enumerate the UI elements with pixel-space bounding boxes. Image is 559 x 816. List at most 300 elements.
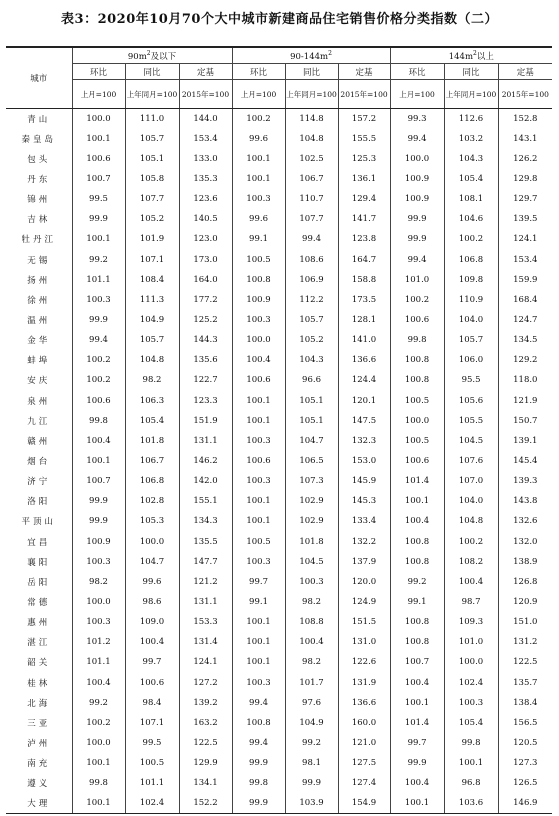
index-cell: 100.4 [390, 773, 444, 793]
index-cell: 126.2 [513, 153, 538, 164]
city-name: 吉林 [6, 209, 72, 229]
index-cell: 99.8 [444, 733, 498, 753]
index-cell: 126.8 [513, 576, 538, 587]
index-cell: 150.7 [513, 415, 538, 426]
index-cell: 110.9 [444, 290, 498, 310]
index-cell: 98.2 [125, 370, 179, 390]
index-cell: 127.5 [338, 753, 390, 773]
index-cell: 99.9 [232, 753, 285, 773]
city-name: 金华 [6, 330, 72, 350]
index-cell: 100.1 [72, 129, 125, 149]
index-cell: 98.2 [72, 572, 125, 592]
index-cell: 95.5 [444, 370, 498, 390]
index-cell: 111.0 [125, 109, 179, 129]
index-cell: 132.2 [338, 531, 390, 551]
table-row [6, 310, 552, 330]
index-cell: 131.4 [179, 632, 232, 652]
table-row [6, 572, 552, 592]
index-cell: 104.7 [125, 552, 179, 572]
index-cell: 100.9 [72, 531, 125, 551]
city-header: 城市 [6, 47, 72, 109]
city-name: 九江 [6, 411, 72, 431]
index-cell: 134.3 [179, 511, 232, 531]
index-cell: 99.9 [390, 753, 444, 773]
index-cell: 129.4 [338, 189, 390, 209]
index-cell: 100.6 [390, 310, 444, 330]
index-cell: 135.7 [513, 677, 538, 688]
index-cell: 112.2 [285, 290, 338, 310]
index-cell: 129.8 [513, 173, 538, 184]
index-cell: 106.7 [125, 451, 179, 471]
index-cell: 100.1 [232, 632, 285, 652]
index-cell: 135.5 [179, 531, 232, 551]
city-name: 常德 [6, 592, 72, 612]
index-cell: 139.3 [513, 476, 538, 487]
index-cell: 104.9 [125, 310, 179, 330]
index-cell: 104.5 [444, 431, 498, 451]
index-cell: 99.9 [390, 229, 444, 249]
index-cell: 123.8 [338, 229, 390, 249]
table-row [6, 552, 552, 572]
index-cell: 107.1 [125, 249, 179, 269]
index-cell: 123.0 [179, 229, 232, 249]
index-cell: 120.9 [513, 596, 538, 607]
index-cell: 100.7 [72, 471, 125, 491]
index-cell: 101.8 [285, 531, 338, 551]
index-cell: 142.0 [179, 471, 232, 491]
index-cell: 101.7 [285, 672, 338, 692]
index-cell: 120.5 [513, 737, 538, 748]
index-cell: 124.1 [513, 234, 538, 245]
index-cell: 160.0 [338, 713, 390, 733]
index-cell: 105.4 [444, 713, 498, 733]
table-row [6, 672, 552, 692]
index-cell: 134.5 [513, 335, 538, 346]
table-row [6, 693, 552, 713]
index-cell: 173.5 [338, 290, 390, 310]
base-yoy: 上年同月=100 [444, 80, 498, 109]
col-base: 定基 [338, 64, 390, 80]
city-name: 泉州 [6, 390, 72, 410]
index-cell: 104.0 [444, 310, 498, 330]
index-cell: 100.3 [232, 310, 285, 330]
index-cell: 100.8 [390, 370, 444, 390]
city-name: 烟台 [6, 451, 72, 471]
index-cell: 100.1 [72, 451, 125, 471]
index-cell: 100.6 [390, 451, 444, 471]
index-cell: 98.7 [444, 592, 498, 612]
index-cell: 144.3 [179, 330, 232, 350]
index-cell: 100.2 [72, 350, 125, 370]
index-cell: 100.4 [125, 632, 179, 652]
city-name: 温州 [6, 310, 72, 330]
table-row [6, 632, 552, 652]
index-cell: 102.5 [285, 149, 338, 169]
index-cell: 141.0 [338, 330, 390, 350]
index-cell: 100.1 [390, 491, 444, 511]
city-name: 襄阳 [6, 552, 72, 572]
index-cell: 100.7 [390, 652, 444, 672]
index-cell: 103.6 [444, 793, 498, 813]
index-cell: 100.6 [72, 390, 125, 410]
index-cell: 99.4 [390, 129, 444, 149]
city-name: 济宁 [6, 471, 72, 491]
col-mom: 环比 [390, 64, 444, 80]
table-row [6, 612, 552, 632]
index-cell: 104.8 [285, 129, 338, 149]
table-row [6, 249, 552, 269]
index-cell: 99.6 [232, 129, 285, 149]
index-cell: 100.1 [232, 491, 285, 511]
index-cell: 129.9 [179, 753, 232, 773]
index-cell: 99.1 [390, 592, 444, 612]
index-cell: 100.0 [72, 733, 125, 753]
city-name: 秦皇岛 [6, 129, 72, 149]
table-row [6, 330, 552, 350]
index-cell: 101.1 [72, 270, 125, 290]
table-row [6, 793, 552, 813]
base-mom: 上月=100 [72, 80, 125, 109]
city-name: 赣州 [6, 431, 72, 451]
index-cell: 99.9 [72, 209, 125, 229]
index-cell: 99.4 [285, 229, 338, 249]
index-cell: 104.3 [444, 149, 498, 169]
index-cell: 101.0 [390, 270, 444, 290]
index-cell: 100.2 [232, 109, 285, 129]
index-cell: 124.7 [513, 314, 538, 325]
index-cell: 135.6 [179, 350, 232, 370]
table-row [6, 390, 552, 410]
index-cell: 104.8 [444, 511, 498, 531]
index-cell: 99.6 [125, 572, 179, 592]
index-cell: 99.9 [232, 793, 285, 813]
index-cell: 100.1 [232, 652, 285, 672]
index-cell: 100.2 [72, 713, 125, 733]
table-row [6, 471, 552, 491]
index-cell: 99.7 [390, 733, 444, 753]
index-cell: 99.5 [125, 733, 179, 753]
city-name: 包头 [6, 149, 72, 169]
index-cell: 173.0 [179, 249, 232, 269]
base-2015: 2015年=100 [179, 80, 232, 109]
index-cell: 151.9 [179, 411, 232, 431]
index-cell: 155.5 [338, 129, 390, 149]
index-cell: 107.7 [125, 189, 179, 209]
index-cell: 145.9 [338, 471, 390, 491]
city-name: 南充 [6, 753, 72, 773]
index-cell: 152.8 [513, 113, 538, 124]
index-cell: 97.6 [285, 693, 338, 713]
city-name: 青山 [6, 109, 72, 129]
index-cell: 108.4 [125, 270, 179, 290]
index-cell: 143.8 [513, 496, 538, 507]
table-row [6, 209, 552, 229]
index-cell: 143.1 [513, 133, 538, 144]
index-cell: 101.4 [390, 713, 444, 733]
city-name: 大理 [6, 793, 72, 813]
index-cell: 131.1 [179, 592, 232, 612]
index-cell: 120.0 [338, 572, 390, 592]
table-row [6, 350, 552, 370]
index-cell: 100.1 [390, 693, 444, 713]
index-cell: 104.5 [285, 552, 338, 572]
index-cell: 128.1 [338, 310, 390, 330]
index-cell: 107.3 [285, 471, 338, 491]
index-cell: 100.3 [232, 189, 285, 209]
city-name: 湛江 [6, 632, 72, 652]
index-cell: 124.1 [179, 652, 232, 672]
index-cell: 100.7 [72, 169, 125, 189]
index-cell: 127.2 [179, 672, 232, 692]
index-cell: 106.7 [285, 169, 338, 189]
index-cell: 135.3 [179, 169, 232, 189]
index-cell: 156.5 [513, 717, 538, 728]
index-cell: 129.2 [513, 355, 538, 366]
index-cell: 100.1 [232, 411, 285, 431]
index-cell: 99.2 [72, 249, 125, 269]
index-cell: 100.1 [444, 753, 498, 773]
col-base: 定基 [498, 64, 552, 80]
group-header-90: $90m^2$及以下 [72, 47, 232, 64]
city-name: 韶关 [6, 652, 72, 672]
index-cell: 99.6 [232, 209, 285, 229]
index-cell: 108.8 [285, 612, 338, 632]
index-cell: 106.3 [125, 390, 179, 410]
index-cell: 121.2 [179, 572, 232, 592]
index-cell: 100.4 [72, 672, 125, 692]
index-cell: 133.0 [179, 149, 232, 169]
index-cell: 100.2 [444, 531, 498, 551]
index-cell: 153.4 [513, 254, 538, 265]
index-cell: 100.4 [72, 431, 125, 451]
index-cell: 106.0 [444, 350, 498, 370]
index-cell: 99.9 [285, 773, 338, 793]
table-row [6, 511, 552, 531]
index-cell: 125.2 [179, 310, 232, 330]
index-cell: 100.2 [444, 229, 498, 249]
index-cell: 101.4 [390, 471, 444, 491]
index-cell: 164.0 [179, 270, 232, 290]
city-name: 徐州 [6, 290, 72, 310]
index-cell: 125.3 [338, 149, 390, 169]
index-cell: 131.9 [338, 672, 390, 692]
index-cell: 99.8 [390, 330, 444, 350]
index-cell: 105.8 [125, 169, 179, 189]
index-cell: 100.9 [390, 189, 444, 209]
base-yoy: 上年同月=100 [285, 80, 338, 109]
index-cell: 100.0 [125, 531, 179, 551]
index-cell: 100.4 [444, 572, 498, 592]
index-cell: 122.7 [179, 370, 232, 390]
index-cell: 159.9 [513, 274, 538, 285]
index-cell: 99.9 [390, 209, 444, 229]
index-cell: 123.6 [179, 189, 232, 209]
index-cell: 108.2 [444, 552, 498, 572]
index-cell: 103.2 [444, 129, 498, 149]
index-cell: 124.9 [338, 592, 390, 612]
index-cell: 101.1 [72, 652, 125, 672]
table-row [6, 189, 552, 209]
index-cell: 98.4 [125, 693, 179, 713]
index-cell: 99.4 [72, 330, 125, 350]
index-cell: 144.0 [179, 109, 232, 129]
index-cell: 146.9 [498, 793, 552, 813]
index-cell: 99.4 [232, 693, 285, 713]
city-name: 泸州 [6, 733, 72, 753]
index-cell: 137.9 [338, 552, 390, 572]
index-cell: 107.6 [444, 451, 498, 471]
index-cell: 114.8 [285, 109, 338, 129]
index-cell: 127.4 [338, 773, 390, 793]
index-cell: 177.2 [179, 290, 232, 310]
index-cell: 100.0 [390, 149, 444, 169]
index-cell: 163.2 [179, 713, 232, 733]
index-cell: 100.8 [390, 632, 444, 652]
index-cell: 105.1 [285, 411, 338, 431]
index-cell: 140.5 [179, 209, 232, 229]
index-cell: 139.5 [513, 214, 538, 225]
index-cell: 105.3 [125, 511, 179, 531]
index-cell: 105.7 [125, 330, 179, 350]
index-cell: 100.1 [232, 169, 285, 189]
table-row [6, 411, 552, 431]
index-cell: 101.9 [125, 229, 179, 249]
index-cell: 129.7 [513, 194, 538, 205]
city-name: 无锡 [6, 249, 72, 269]
index-cell: 99.9 [72, 491, 125, 511]
base-2015: 2015年=100 [498, 80, 552, 109]
index-cell: 99.1 [232, 229, 285, 249]
index-cell: 104.9 [285, 713, 338, 733]
group-header-144: $144m^2$以上 [390, 47, 552, 64]
group-header-90-144: $90-144m^2$ [232, 47, 390, 64]
city-name: 丹东 [6, 169, 72, 189]
city-name: 北海 [6, 693, 72, 713]
city-name: 安庆 [6, 370, 72, 390]
index-cell: 122.5 [513, 657, 538, 668]
index-cell: 100.1 [72, 229, 125, 249]
index-cell: 126.5 [513, 778, 538, 789]
index-cell: 100.3 [232, 431, 285, 451]
index-cell: 100.1 [390, 793, 444, 813]
index-cell: 105.7 [285, 310, 338, 330]
index-cell: 104.7 [285, 431, 338, 451]
index-cell: 121.9 [513, 395, 538, 406]
index-cell: 100.8 [390, 552, 444, 572]
index-cell: 136.6 [338, 693, 390, 713]
table-row [6, 370, 552, 390]
city-name: 牡丹江 [6, 229, 72, 249]
city-name: 三亚 [6, 713, 72, 733]
index-cell: 99.8 [72, 773, 125, 793]
table-row [6, 531, 552, 551]
index-cell: 100.1 [232, 511, 285, 531]
index-cell: 132.0 [513, 536, 538, 547]
index-cell: 105.2 [125, 209, 179, 229]
table-row [6, 149, 552, 169]
index-cell: 101.1 [125, 773, 179, 793]
index-cell: 106.8 [444, 249, 498, 269]
index-cell: 104.0 [444, 491, 498, 511]
city-name: 平顶山 [6, 511, 72, 531]
col-yoy: 同比 [125, 64, 179, 80]
index-cell: 145.3 [338, 491, 390, 511]
index-cell: 105.4 [125, 411, 179, 431]
index-cell: 132.3 [338, 431, 390, 451]
index-cell: 100.0 [72, 109, 125, 129]
index-cell: 98.2 [285, 592, 338, 612]
table-row [6, 290, 552, 310]
index-cell: 100.0 [232, 330, 285, 350]
index-cell: 147.5 [338, 411, 390, 431]
table-row [6, 652, 552, 672]
index-cell: 124.4 [338, 370, 390, 390]
index-cell: 99.8 [232, 773, 285, 793]
index-cell: 100.2 [390, 290, 444, 310]
index-cell: 99.8 [72, 411, 125, 431]
index-cell: 102.4 [125, 793, 179, 813]
index-cell: 101.8 [125, 431, 179, 451]
index-cell: 103.9 [285, 793, 338, 813]
index-cell: 100.8 [390, 612, 444, 632]
index-cell: 153.0 [338, 451, 390, 471]
col-mom: 环比 [72, 64, 125, 80]
index-cell: 96.8 [444, 773, 498, 793]
index-cell: 99.2 [390, 572, 444, 592]
index-cell: 100.3 [72, 612, 125, 632]
index-cell: 152.2 [179, 793, 232, 813]
col-base: 定基 [179, 64, 232, 80]
index-cell: 100.5 [232, 249, 285, 269]
col-mom: 环比 [232, 64, 285, 80]
index-cell: 100.3 [444, 693, 498, 713]
base-2015: 2015年=100 [338, 80, 390, 109]
index-cell: 118.0 [513, 375, 538, 386]
table-title: 表3：2020年10月70个大中城市新建商品住宅销售价格分类指数（二） [61, 12, 498, 27]
index-cell: 104.6 [444, 209, 498, 229]
index-cell: 98.1 [285, 753, 338, 773]
index-cell: 99.9 [72, 511, 125, 531]
index-cell: 108.6 [285, 249, 338, 269]
index-cell: 164.7 [338, 249, 390, 269]
table-row [6, 753, 552, 773]
base-yoy: 上年同月=100 [125, 80, 179, 109]
index-cell: 134.1 [179, 773, 232, 793]
table-row [6, 109, 552, 129]
index-cell: 153.4 [179, 129, 232, 149]
city-name: 锦州 [6, 189, 72, 209]
index-cell: 100.3 [72, 290, 125, 310]
index-cell: 109.8 [444, 270, 498, 290]
index-cell: 99.5 [72, 189, 125, 209]
index-cell: 112.6 [444, 109, 498, 129]
index-cell: 106.5 [285, 451, 338, 471]
index-cell: 100.8 [232, 270, 285, 290]
index-cell: 111.3 [125, 290, 179, 310]
index-cell: 109.0 [125, 612, 179, 632]
index-cell: 100.5 [390, 431, 444, 451]
index-cell: 145.4 [513, 455, 538, 466]
index-cell: 100.4 [285, 632, 338, 652]
index-cell: 122.6 [338, 652, 390, 672]
index-cell: 100.6 [125, 672, 179, 692]
col-yoy: 同比 [444, 64, 498, 80]
index-cell: 100.5 [390, 390, 444, 410]
index-cell: 102.9 [285, 491, 338, 511]
index-cell: 153.3 [179, 612, 232, 632]
index-cell: 100.9 [390, 169, 444, 189]
index-cell: 157.2 [338, 109, 390, 129]
